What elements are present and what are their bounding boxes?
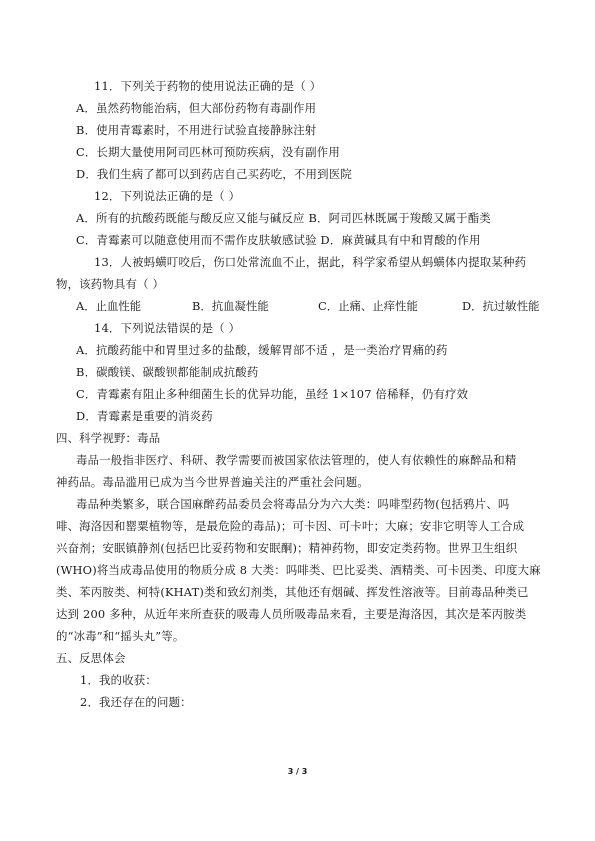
section4-p2-line7: 的“冰毒”和“摇头丸”等。	[56, 629, 185, 643]
q14-option-a: A．抗酸药能中和胃里过多的盐酸，缓解胃部不适 ，是一类治疗胃痛的药	[76, 343, 448, 357]
section4-p1-line2: 神药品。毒品滥用已成为当今世界普遍关注的严重社会问题。	[56, 475, 369, 489]
q14-stem: 14．下列说法错误的是（ ）	[94, 321, 241, 335]
q13-option-b: B．抗血凝性能	[192, 299, 269, 313]
q12-stem: 12．下列说法正确的是（ ）	[94, 189, 241, 203]
q13-stem-line2: 物，该药物具有（ ）	[56, 277, 165, 291]
q13-option-c: C．止痛、止痒性能	[318, 299, 418, 313]
section5-item2: 2．我还存在的问题：	[80, 695, 192, 709]
section4-p2-line6: 达到 200 多种，从近年来所查获的吸毒人员所吸毒品来看，主要是海洛因，其次是苯丙胺类	[56, 607, 527, 621]
q11-option-d: D．我们生病了都可以到药店自己买药吃，不用到医院	[76, 167, 352, 181]
q11-option-c: C．长期大量使用阿司匹林可预防疾病，没有副作用	[76, 145, 340, 159]
q13-option-d: D．抗过敏性能	[462, 299, 540, 313]
section4-p2-line2: 啡、海洛因和罂粟植物等，是最危险的毒品)；可卡因、可卡叶；大麻；安非它明等人工合成	[56, 519, 525, 533]
section4-p2-line3: 兴奋剂；安眠镇静剂(包括巴比妥药物和安眠酮)；精神药物，即安定类药物。世界卫生组织	[56, 541, 518, 555]
q11-option-b: B．使用青霉素时，不用进行试验直接静脉注射	[76, 123, 317, 137]
section5-item1: 1．我的收获：	[80, 673, 157, 687]
page-number: 3 / 3	[287, 767, 308, 776]
q14-option-c: C．青霉素有阻止多种细菌生长的优异功能，虽经 1×107 倍稀释，仍有疗效	[76, 387, 469, 401]
q13-stem-line1: 13．人被蚂蟥叮咬后，伤口处常流血不止，据此，科学家希望从蚂蟥体内提取某种药	[94, 255, 527, 269]
section4-p2-line5: 类、苯丙胺类、柯特(KHAT)类和致幻剂类，其他还有烟碱、挥发性溶液等。目前毒品种类已	[56, 585, 529, 599]
q12-options-ab: A．所有的抗酸药既能与酸反应又能与碱反应 B．阿司匹林既属于羧酸又属于酯类	[76, 211, 491, 225]
section4-title: 四、科学视野：毒品	[56, 431, 161, 445]
q11-option-a: A．虽然药物能治病，但大部份药物有毒副作用	[76, 101, 317, 115]
q13-option-a: A．止血性能	[76, 299, 142, 313]
q14-option-b: B．碳酸镁、碳酸钡都能制成抗酸药	[76, 365, 259, 379]
q12-options-cd: C．青霉素可以随意使用而不需作皮肤敏感试验 D．麻黄碱具有中和胃酸的作用	[76, 233, 481, 247]
section5-title: 五、反思体会	[56, 651, 126, 665]
section4-p2-line1: 毒品种类繁多，联合国麻醉药品委员会将毒品分为六大类：吗啡型药物(包括鸦片、吗	[76, 497, 510, 511]
section4-p2-line4: (WHO)将当成毒品使用的物质分成 8 大类：吗啡类、巴比妥类、酒精类、可卡因类、印度大麻	[56, 563, 541, 577]
q14-option-d: D．青霉素是重要的消炎药	[76, 409, 213, 423]
q11-stem: 11．下列关于药物的使用说法正确的是（ ）	[94, 79, 322, 93]
section4-p1-line1: 毒品一般指非医疗、科研、教学需要而被国家依法管理的，使人有依赖性的麻醉品和精	[76, 453, 517, 467]
